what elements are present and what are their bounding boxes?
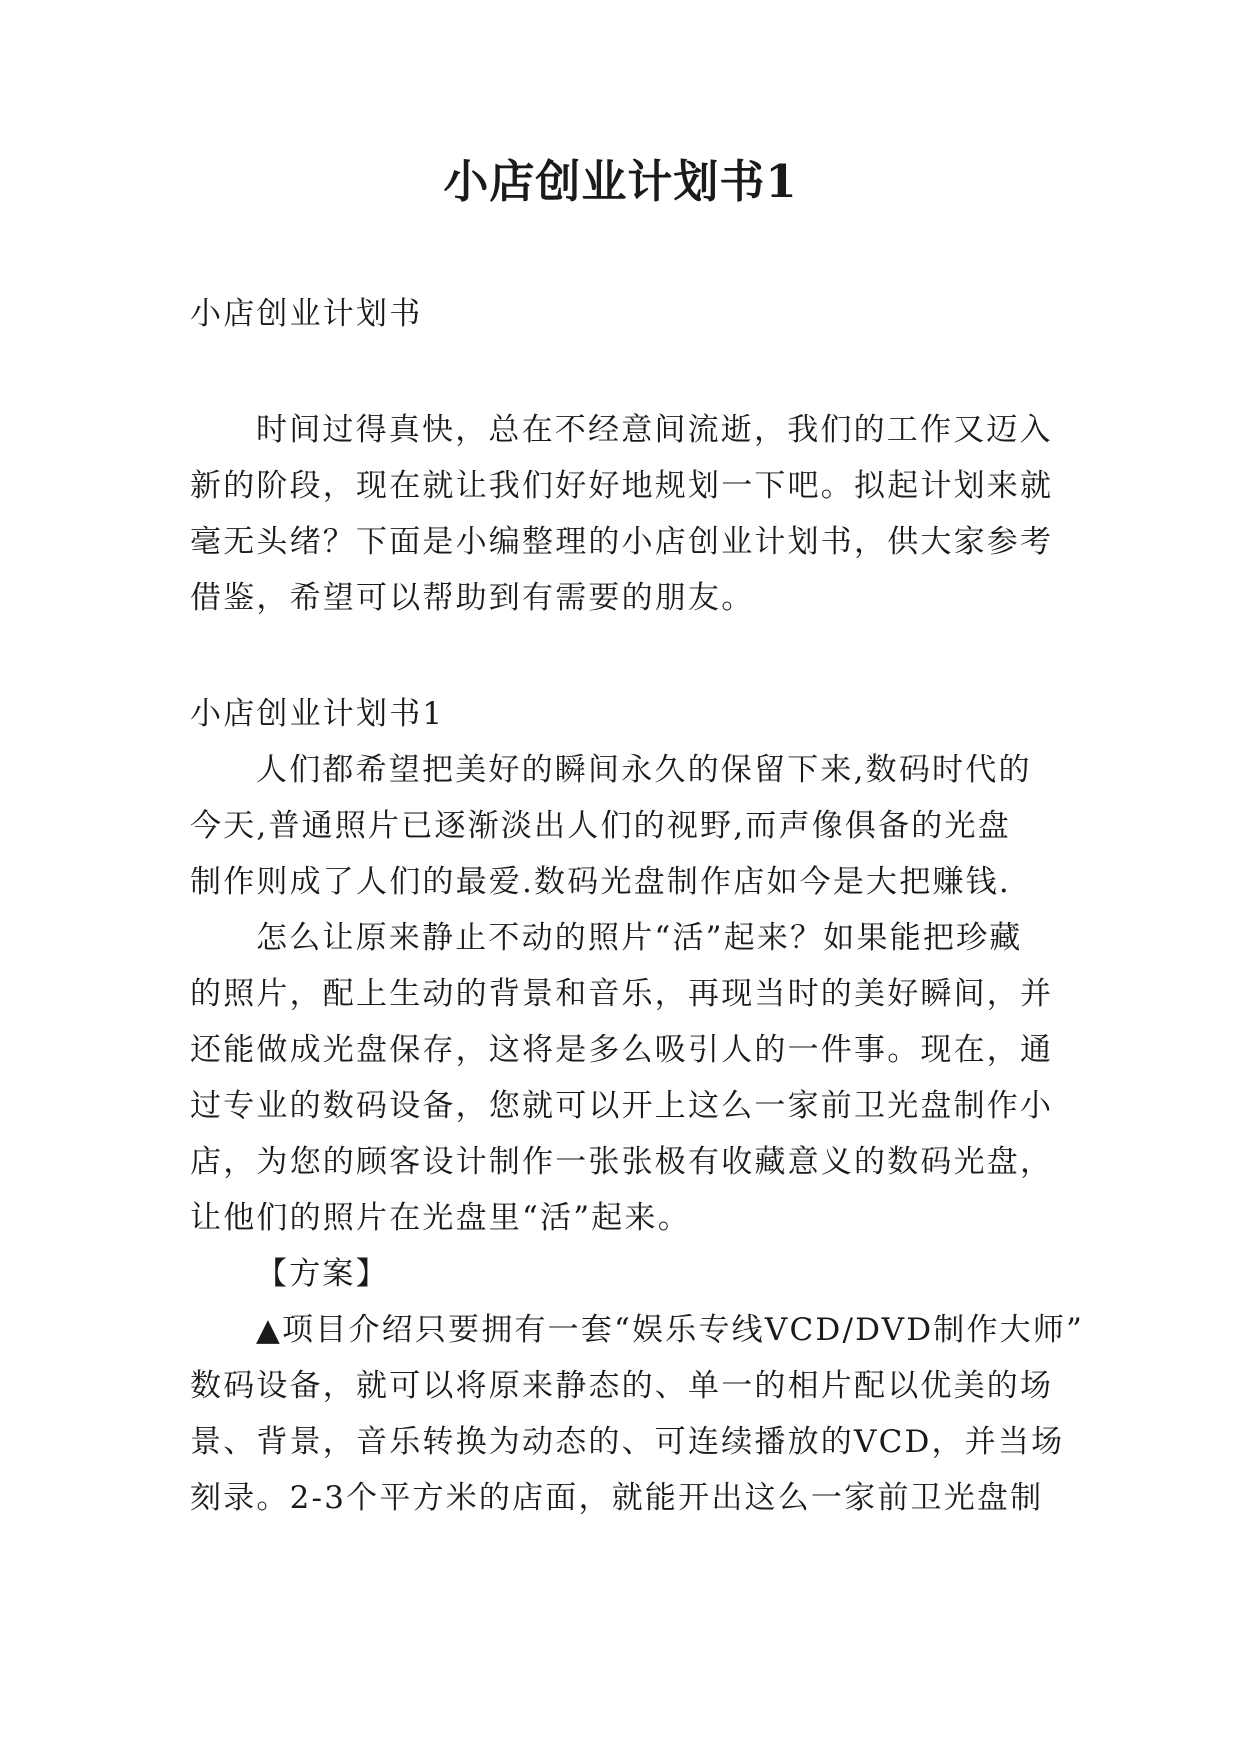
para2-line-1: 怎么让原来静止不动的照片“活”起来？如果能把珍藏 <box>256 920 1023 956</box>
para3-line-4: 刻录。2-3个平方米的店面，就能开出这么一家前卫光盘制 <box>190 1480 1044 1516</box>
para2-line-6: 让他们的照片在光盘里“活”起来。 <box>190 1200 691 1236</box>
section-heading: 小店创业计划书1 <box>190 696 445 732</box>
subtitle: 小店创业计划书 <box>190 296 423 332</box>
para1-line-2: 今天,普通照片已逐渐淡出人们的视野,而声像俱备的光盘 <box>190 808 1011 844</box>
intro-line-1: 时间过得真快，总在不经意间流逝，我们的工作又迈入 <box>256 412 1053 448</box>
para2-line-2: 的照片，配上生动的背景和音乐，再现当时的美好瞬间，并 <box>190 976 1054 1012</box>
para2-line-5: 店，为您的顾客设计制作一张张极有收藏意义的数码光盘， <box>190 1144 1054 1180</box>
para2-line-4: 过专业的数码设备，您就可以开上这么一家前卫光盘制作小 <box>190 1088 1054 1124</box>
para1-line-1: 人们都希望把美好的瞬间永久的保留下来,数码时代的 <box>256 752 1032 788</box>
intro-line-4: 借鉴，希望可以帮助到有需要的朋友。 <box>190 580 755 616</box>
intro-line-3: 毫无头绪？下面是小编整理的小店创业计划书，供大家参考 <box>190 524 1054 560</box>
intro-line-2: 新的阶段，现在就让我们好好地规划一下吧。拟起计划来就 <box>190 468 1054 504</box>
para3-line-2: 数码设备，就可以将原来静态的、单一的相片配以优美的场 <box>190 1368 1054 1404</box>
para2-line-3: 还能做成光盘保存，这将是多么吸引人的一件事。现在，通 <box>190 1032 1054 1068</box>
plan-label: 【方案】 <box>256 1256 389 1292</box>
para3-line-1: ▲项目介绍只要拥有一套“娱乐专线VCD/DVD制作大师” <box>256 1312 1085 1348</box>
para1-line-3: 制作则成了人们的最爱.数码光盘制作店如今是大把赚钱. <box>190 864 1011 900</box>
para3-line-3: 景、背景，音乐转换为动态的、可连续播放的VCD，并当场 <box>190 1424 1065 1460</box>
document-title: 小店创业计划书1 <box>443 155 798 208</box>
